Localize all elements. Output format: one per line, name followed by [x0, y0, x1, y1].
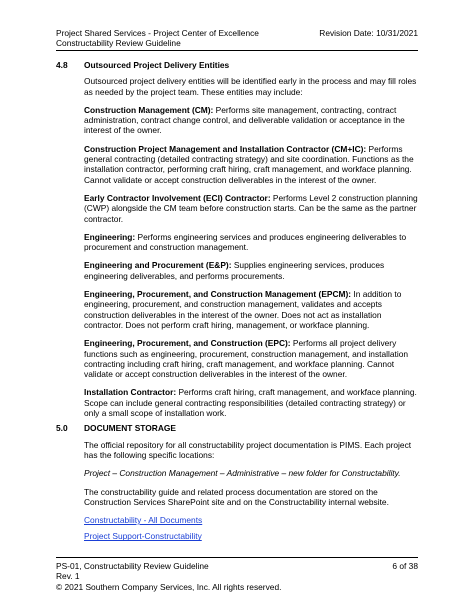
section-heading-4-8: [56, 60, 418, 70]
header-revision: Revision Date: 10/31/2021: [319, 28, 418, 38]
entity-term: Engineering, Procurement, and Construction (EPC):: [84, 338, 291, 349]
entity-desc: Performs engineering services and produces engineering deliverables to procurement and construction management.: [84, 231, 407, 253]
entity-term: Engineering, Procurement, and Construction Management (EPCM):: [84, 289, 352, 300]
entity-paragraph: [84, 289, 418, 330]
footer-copyright: © 2021 Southern Company Services, Inc. All rights reserved.: [56, 581, 282, 592]
entity-desc: Performs all project delivery functions such as engineering, procurement, construction management, and installation contracting including craft hiring, craft management, and workface planning. Cannot validate or accept construction deliverables in the interest of the owner.: [84, 338, 409, 380]
page-content: [56, 60, 418, 548]
header-guide: Constructability Review Guideline: [56, 38, 181, 49]
footer-rule: [56, 557, 418, 558]
section-number: 4.8: [56, 60, 68, 70]
entity-term: Construction Management (CM):: [84, 104, 214, 115]
entity-paragraph: [84, 260, 418, 281]
entity-term: Engineering:: [84, 231, 136, 242]
section-number: 5.0: [56, 423, 68, 434]
entity-desc: Supplies engineering services, produces engineering deliverables, and performs procurements.: [84, 260, 385, 281]
project-support-link[interactable]: Project Support-Constructability: [84, 531, 202, 542]
entity-desc: In addition to engineering, procurement, and construction management, validates and accepts construction deliverables in the interest of the owner. Does not act as installation contractor. Does not perform craft hiring, management, or workface planning.: [84, 289, 402, 330]
entity-paragraph: [84, 387, 418, 418]
entity-term: Engineering and Procurement (E&P):: [84, 260, 232, 271]
storage-paragraph: The constructability guide and related process documentation are stored on the Construction Services SharePoint site and on the Constructability internal website.: [84, 486, 389, 507]
entity-paragraph: [84, 338, 418, 379]
storage-path: Project – Construction Management – Administrative – new folder for Constructability.: [84, 468, 401, 479]
entity-desc: Performs Level 2 construction planning (CWP) alongside the CM team before construction starts. Can be the same as the partner contractor.: [84, 192, 418, 224]
entity-paragraph: [84, 232, 418, 253]
section-title: Outsourced Project Delivery Entities: [84, 60, 230, 70]
header-rule: [56, 50, 418, 51]
entity-desc: Performs site management, contracting, contract administration, contract change control, and deliverable validation or acceptance in the interest of the owner.: [84, 104, 405, 136]
section-title: DOCUMENT STORAGE: [84, 423, 176, 434]
entity-desc: Performs general contracting (detailed contracting strategy) and site coordination. Functions as the installation contractor, performing craft hiring, craft management, and workface planning. Cannot validate or accept construction deliverables in the interest of the owner.: [84, 143, 414, 185]
entity-paragraph: [84, 105, 418, 136]
page-header: [56, 28, 418, 51]
entity-term: Early Contractor Involvement (ECI) Contractor:: [84, 192, 271, 203]
section-intro: Outsourced project delivery entities will be identified early in the process and may fill roles as needed by the project team. These entities may include:: [84, 76, 417, 97]
all-documents-link[interactable]: Constructability - All Documents: [84, 515, 203, 526]
entity-term: Construction Project Management and Installation Contractor (CM+IC):: [84, 143, 367, 154]
footer-page-number: 6 of 38: [392, 561, 418, 571]
entity-desc: Performs craft hiring, craft management, and workface planning. Scope can include general contracting responsibilities (detailed contracting strategy) or only a small scope of installation work.: [84, 387, 417, 419]
footer-rev: Rev. 1: [56, 571, 80, 582]
entity-paragraph: [84, 144, 418, 185]
footer-doc: PS-01, Constructability Review Guideline: [56, 561, 209, 571]
entity-term: Installation Contractor:: [84, 387, 177, 398]
entity-paragraph: [84, 193, 418, 224]
page-footer: [56, 557, 418, 592]
storage-paragraph: The official repository for all constructability project documentation is PIMS. Each project has the following specific locations:: [84, 439, 412, 460]
header-org: Project Shared Services - Project Center of Excellence: [56, 28, 259, 38]
section-heading-5-0: [56, 423, 418, 433]
